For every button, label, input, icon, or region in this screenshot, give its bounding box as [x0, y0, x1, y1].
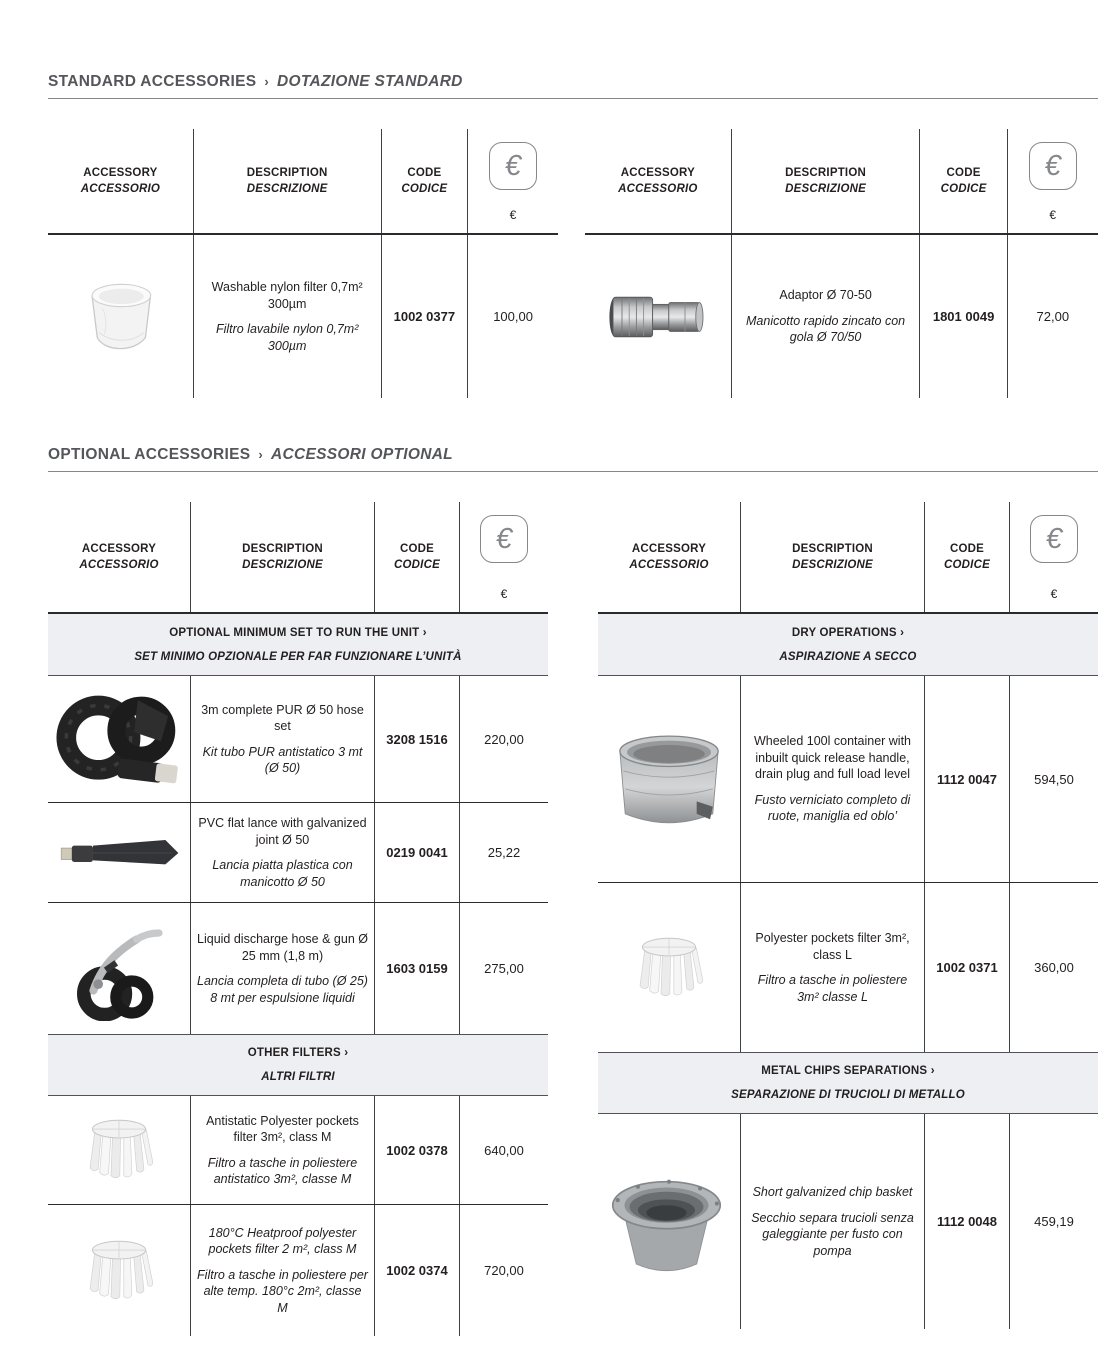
code-cell: 1112 0047 — [924, 676, 1009, 882]
standard-accessories-table-right — [585, 129, 1098, 398]
code-cell: 1002 0377 — [381, 235, 468, 398]
accessory-image-cell — [48, 676, 190, 802]
header-accessory-it: ACCESSORIO — [79, 559, 159, 571]
band-it: SEPARAZIONE DI TRUCIOLI DI METALLO — [731, 1089, 965, 1101]
band-it: SET MINIMO OPZIONALE PER FAR FUNZIONARE L’UNITÀ — [134, 650, 462, 663]
header-code-en: CODE — [949, 542, 985, 555]
product-image-pur-hose-set — [52, 687, 186, 791]
header-description-en: DESCRIPTION — [792, 542, 873, 555]
table-row — [598, 676, 1098, 882]
euro-icon: € — [489, 142, 537, 190]
description-cell — [190, 803, 374, 902]
accessory-image-cell — [48, 1205, 190, 1336]
description-en: 3m complete PUR Ø 50 hose set — [201, 702, 364, 733]
description-it: Lancia piatta plastica con manicotto Ø 50 — [212, 858, 353, 889]
product-image-chip-basket — [606, 1166, 732, 1278]
header-code-en: CODE — [407, 166, 442, 179]
table-row — [585, 235, 1098, 398]
product-image-liquid-discharge-gun — [63, 910, 175, 1028]
description-en: 180°C Heatproof polyester pockets filter 2 m², class M — [208, 1225, 357, 1257]
description-it: Filtro lavabile nylon 0,7m² 300µm — [215, 322, 359, 353]
price-cell: 720,00 — [459, 1205, 548, 1336]
code-cell: 0219 0041 — [374, 803, 459, 902]
header-description-it: DESCRIZIONE — [785, 183, 866, 195]
accessory-image-cell — [598, 1114, 740, 1329]
price-cell: 220,00 — [459, 676, 548, 802]
description-it: Filtro a tasche in poliestere antistatico 3m², classe M — [207, 1155, 358, 1186]
price-cell: 25,22 — [459, 803, 548, 902]
accessory-image-cell — [598, 883, 740, 1052]
product-image-washable-nylon-filter — [73, 274, 168, 360]
table-row — [48, 902, 548, 1034]
code-cell: 1801 0049 — [919, 235, 1006, 398]
header-description-it: DESCRIZIONE — [792, 559, 873, 571]
section-title-en: STANDARD ACCESSORIES — [48, 73, 257, 90]
description-en: PVC flat lance with galvanized joint Ø 50 — [198, 816, 367, 847]
header-code-en: CODE — [399, 542, 435, 555]
table-header — [48, 129, 558, 235]
band-en: DRY OPERATIONS › — [791, 626, 905, 639]
description-it: Lancia completa di tubo (Ø 25) 8 mt per espulsione liquidi — [197, 974, 368, 1005]
description-it: Filtro a tasche in poliestere per alte temp. 180°c 2m², classe M — [197, 1267, 368, 1315]
product-image-pocket-filter — [82, 1116, 156, 1184]
header-accessory-it: ACCESSORIO — [80, 183, 161, 195]
header-code — [919, 129, 1006, 233]
header-code — [924, 502, 1009, 612]
header-description-en: DESCRIPTION — [246, 166, 328, 179]
header-accessory-it: ACCESSORIO — [629, 559, 709, 571]
header-description — [740, 502, 924, 612]
table-header — [598, 502, 1098, 614]
product-image-pocket-filter — [82, 1237, 156, 1305]
price-cell: 72,00 — [1007, 235, 1098, 398]
product-image-pocket-filter — [632, 934, 706, 1002]
euro-icon: € — [1030, 515, 1078, 563]
header-accessory-en: ACCESSORY — [83, 166, 158, 179]
price-cell: 640,00 — [459, 1096, 548, 1204]
description-en: Wheeled 100l container with inbuilt quick release handle, drain plug and full load level — [753, 734, 912, 782]
accessory-image-cell — [48, 1096, 190, 1204]
description-en: Adaptor Ø 70-50 — [779, 288, 872, 303]
description-it: Filtro a tasche in poliestere 3m² classe L — [757, 973, 908, 1004]
header-description-en: DESCRIPTION — [242, 542, 323, 555]
product-image-adaptor — [604, 288, 712, 346]
table-row — [48, 1096, 548, 1204]
euro-symbol: € — [509, 208, 517, 223]
header-accessory-en: ACCESSORY — [631, 542, 707, 555]
table-row — [48, 802, 548, 902]
band-it: ASPIRAZIONE A SECCO — [779, 650, 917, 663]
product-image-wheeled-container — [602, 724, 736, 834]
description-cell — [193, 235, 381, 398]
price-cell: 459,19 — [1009, 1114, 1098, 1329]
section-title-standard — [48, 73, 1098, 99]
price-cell: 360,00 — [1009, 883, 1098, 1052]
accessory-image-cell — [48, 803, 190, 902]
section-band-other-filters — [48, 1034, 548, 1096]
section-title-it: DOTAZIONE STANDARD — [277, 73, 463, 90]
description-cell — [731, 235, 920, 398]
chevron-separator: › — [258, 447, 264, 462]
code-cell: 1002 0371 — [924, 883, 1009, 1052]
header-accessory — [598, 502, 740, 612]
description-cell — [190, 676, 374, 802]
section-band-dry-operations — [598, 614, 1098, 676]
price-cell: 275,00 — [459, 903, 548, 1034]
standard-tables-row — [48, 129, 1112, 398]
band-en: OPTIONAL MINIMUM SET TO RUN THE UNIT › — [169, 626, 427, 639]
header-code — [374, 502, 459, 612]
description-it: Kit tubo PUR antistatico 3 mt (Ø 50) — [202, 744, 363, 775]
header-accessory — [48, 129, 193, 233]
section-title-it: ACCESSORI OPTIONAL — [271, 446, 453, 463]
euro-symbol: € — [500, 587, 508, 602]
description-cell — [740, 676, 924, 882]
table-row — [598, 882, 1098, 1052]
header-code-en: CODE — [946, 166, 981, 179]
header-price — [459, 502, 548, 612]
code-cell: 3208 1516 — [374, 676, 459, 802]
header-accessory-en: ACCESSORY — [81, 542, 157, 555]
optional-accessories-table-right — [598, 502, 1098, 1336]
header-accessory — [48, 502, 190, 612]
header-code — [381, 129, 468, 233]
section-band-metal-chips-separations — [598, 1052, 1098, 1114]
band-en: OTHER FILTERS › — [247, 1047, 349, 1059]
section-band-optional-minimum-set — [48, 614, 548, 676]
price-cell: 100,00 — [467, 235, 558, 398]
section-title-optional — [48, 446, 1098, 472]
description-it: Secchio separa trucioli senza galeggiante per fusto con pompa — [751, 1210, 914, 1258]
description-en: Washable nylon filter 0,7m² 300µm — [211, 280, 363, 311]
description-en: Antistatic Polyester pockets filter 3m², class M — [206, 1113, 359, 1144]
header-code-it: CODICE — [401, 183, 448, 195]
euro-symbol: € — [1049, 208, 1057, 223]
description-it: Fusto verniciato completo di ruote, maniglia ed oblo’ — [754, 792, 911, 824]
header-code-it: CODICE — [394, 559, 440, 571]
chevron-separator: › — [264, 74, 270, 89]
header-price — [1007, 129, 1098, 233]
table-row — [48, 676, 548, 802]
description-cell — [190, 903, 374, 1034]
header-description-it: DESCRIZIONE — [242, 559, 323, 571]
header-description-en: DESCRIPTION — [785, 166, 866, 179]
header-code-it: CODICE — [940, 183, 987, 195]
description-en: Short galvanized chip basket — [752, 1185, 913, 1199]
table-row — [48, 1204, 548, 1336]
standard-accessories-table-left — [48, 129, 558, 398]
header-description — [190, 502, 374, 612]
header-price — [467, 129, 558, 233]
table-row — [598, 1114, 1098, 1329]
code-cell: 1002 0374 — [374, 1205, 459, 1336]
euro-icon: € — [480, 515, 528, 563]
table-row — [48, 235, 558, 398]
code-cell: 1002 0378 — [374, 1096, 459, 1204]
product-image-pvc-flat-lance — [58, 835, 180, 871]
table-header — [585, 129, 1098, 235]
description-cell — [190, 1205, 374, 1336]
euro-symbol: € — [1050, 587, 1058, 602]
description-it: Manicotto rapido zincato con gola Ø 70/50 — [746, 313, 906, 345]
header-price — [1009, 502, 1098, 612]
header-accessory-it: ACCESSORIO — [618, 183, 698, 195]
header-description-it: DESCRIZIONE — [246, 183, 328, 195]
accessory-image-cell — [585, 235, 731, 398]
code-cell: 1603 0159 — [374, 903, 459, 1034]
description-cell — [740, 1114, 924, 1329]
optional-accessories-table-left — [48, 502, 548, 1336]
description-cell — [190, 1096, 374, 1204]
band-en: METAL CHIPS SEPARATIONS › — [761, 1065, 935, 1077]
header-description — [731, 129, 920, 233]
section-title-en: OPTIONAL ACCESSORIES — [48, 446, 251, 463]
header-accessory — [585, 129, 731, 233]
euro-icon: € — [1029, 142, 1077, 190]
accessory-image-cell — [48, 903, 190, 1034]
code-cell: 1112 0048 — [924, 1114, 1009, 1329]
price-cell: 594,50 — [1009, 676, 1098, 882]
accessory-image-cell — [598, 676, 740, 882]
description-en: Liquid discharge hose & gun Ø 25 mm (1,8 m) — [197, 932, 368, 963]
table-header — [48, 502, 548, 614]
description-en: Polyester pockets filter 3m², class L — [755, 931, 910, 962]
description-cell — [740, 883, 924, 1052]
header-code-it: CODICE — [944, 559, 990, 571]
header-accessory-en: ACCESSORY — [620, 166, 695, 179]
accessory-image-cell — [48, 235, 193, 398]
header-description — [193, 129, 381, 233]
band-it: ALTRI FILTRI — [261, 1071, 335, 1083]
optional-tables-row — [48, 502, 1112, 1336]
